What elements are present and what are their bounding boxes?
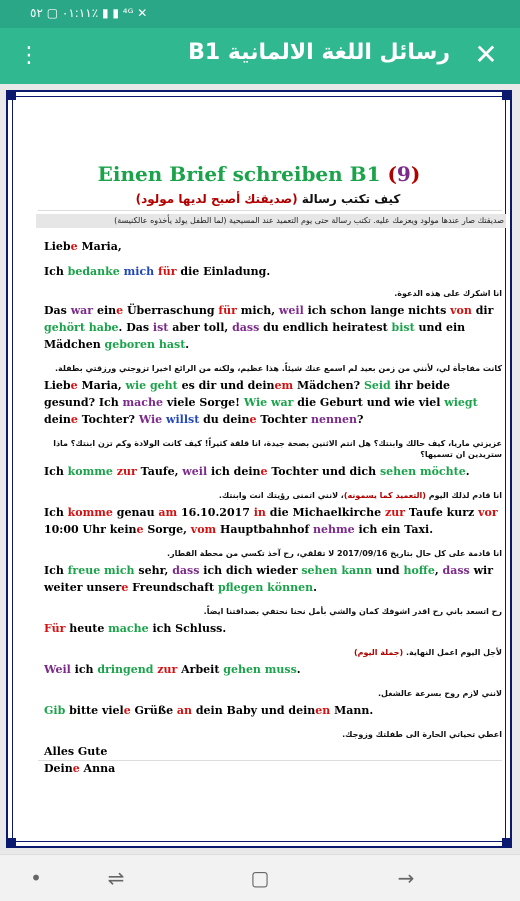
close-icon[interactable]: ✕ bbox=[474, 38, 498, 71]
back-icon[interactable]: → bbox=[397, 866, 415, 890]
document-subtitle: كيف تكتب رسالة (صديقتك أصبح لديها مولود) bbox=[135, 192, 401, 206]
dot-icon[interactable]: • bbox=[30, 866, 42, 890]
status-icons: ▢ ٥٢٪ ▮ ▮ ⁴ᴳ ✕ bbox=[30, 6, 148, 20]
app-title: رسائل اللغة الالمانية B1 bbox=[188, 40, 450, 65]
document-title: Einen Brief schreiben B1 (9) bbox=[97, 162, 421, 186]
german-line: Ich komme genau am 16.10.2017 in die Michaelkirche zur Taufe kurz vor 10:00 Uhr keine Sorge, vom Hauptbahnhof nehme ich ein Taxi. bbox=[44, 506, 498, 536]
status-left bbox=[30, 6, 147, 20]
frame-corner bbox=[502, 838, 512, 848]
status-bar bbox=[0, 0, 520, 28]
arabic-translation: انا قادم لذلك اليوم (التعميد كما يسمونه)، لانني اتمنى رؤيتك انت وابنتك. bbox=[218, 491, 502, 500]
system-nav-bar bbox=[0, 854, 520, 901]
german-line: Für heute mache ich Schluss. bbox=[44, 622, 227, 635]
document-frame bbox=[6, 90, 512, 848]
german-line: Alles Gute Deine Anna bbox=[44, 745, 116, 775]
arabic-translation: عزيزتي ماريا، كيف حالك وابنتك؟ هل انتم الاثنين بصحة جيدة، انا قلقة كثيراً! كيف كانت الولادة وكم تزن ابنتك؟ ماذا ستريدين ان تسميها؟ bbox=[53, 439, 502, 459]
arabic-translation: اعطي تحياتي الحارة الى طفلتك وزوجك. bbox=[342, 730, 502, 739]
arabic-translation: كانت مفاجأة لي، لأنني من زمن بعيد لم اسمع عنك شيئاً. هذا عظيم، ولكنه من الرائع اخيرا تزوجتي ورزقتي بطفلة. bbox=[54, 364, 502, 373]
german-line: Liebe Maria, bbox=[44, 240, 122, 253]
german-line: Ich komme zur Taufe, weil ich deine Tochter und dich sehen möchte. bbox=[44, 465, 470, 478]
german-line: Ich bedanke mich für die Einladung. bbox=[44, 265, 271, 278]
recent-apps-icon[interactable]: ⇌ bbox=[107, 866, 125, 890]
divider bbox=[38, 210, 502, 211]
frame-corner bbox=[502, 90, 512, 100]
german-line: Gib bitte viele Grüße an dein Baby und deinen Mann. bbox=[44, 704, 374, 717]
clock: ٠١:١١ bbox=[61, 6, 92, 20]
arabic-translation: انا اشكرك على هذه الدعوة. bbox=[394, 289, 502, 298]
german-line: Liebe Maria, wie geht es dir und deinem Mädchen? Seid ihr beide gesund? Ich mache viele Sorge! Wie war die Geburt und wie viel wiegt deine Tochter? Wie willst du deine Tochter nennen? bbox=[44, 379, 478, 426]
app-bar bbox=[0, 28, 520, 84]
frame-corner bbox=[6, 838, 16, 848]
german-line: Das war eine Überraschung für mich, weil ich schon lange nichts von dir gehört habe. Das ist aber toll, dass du endlich heiratest bist und ein Mädchen geboren hast. bbox=[44, 304, 494, 351]
document-page bbox=[0, 84, 520, 854]
letter-body bbox=[44, 238, 502, 789]
german-line: Weil ich dringend zur Arbeit gehen muss. bbox=[44, 663, 301, 676]
arabic-translation: لانني لازم روح بسرعة عالشغل. bbox=[378, 689, 502, 698]
arabic-translation: رح اتسعد باني رح اقدر اشوفك كمان والشي بأمل نحنا نحتفي بصداقتنا ايضاً. bbox=[203, 607, 502, 616]
frame-corner bbox=[6, 90, 16, 100]
arabic-translation: لأجل اليوم اعمل النهاية. (جملة اليوم) bbox=[353, 648, 502, 657]
overflow-menu-icon[interactable]: ⋮ bbox=[18, 43, 40, 68]
home-icon[interactable]: ▢ bbox=[250, 866, 270, 890]
arabic-translation: انا قادمة على كل حال بتاريخ 2017/09/16 لا تقلقي، رح آخذ تكسي من محطة القطار. bbox=[167, 549, 502, 558]
german-line: Ich freue mich sehr, dass ich dich wieder sehen kann und hoffe, dass wir weiter unsere Freundschaft pflegen können. bbox=[44, 564, 494, 594]
context-note: صديقتك صار عندها مولود ويعزمك عليه. تكتب رسالة حتى يوم التعميد عند المسيحية (لما الطفل يولد يأخذوه عالكنيسة) bbox=[36, 214, 506, 228]
divider bbox=[38, 760, 502, 761]
